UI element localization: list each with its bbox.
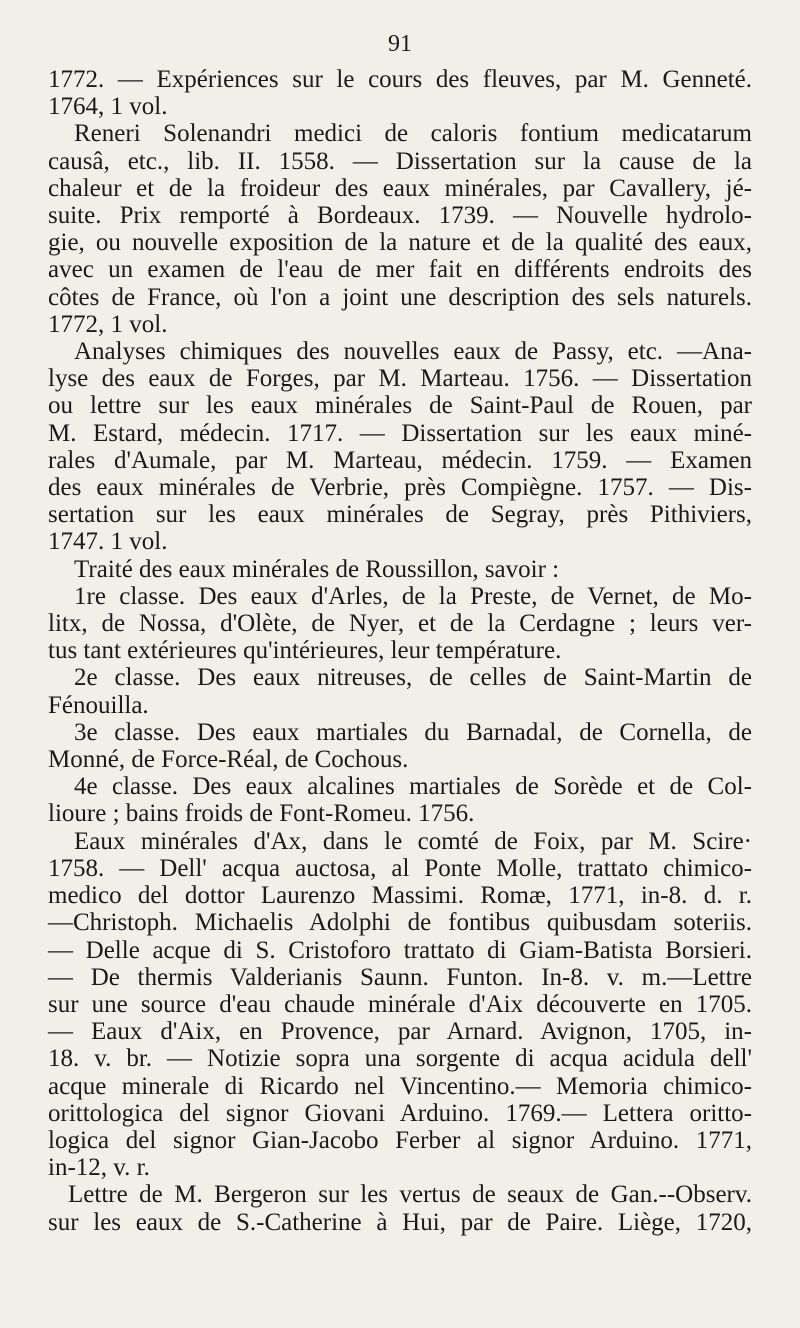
text-line: 3e classe. Des eaux martiales du Barnadal, de Cornella, de [74, 718, 752, 746]
page-number: 91 [388, 31, 412, 57]
text-line: causâ, etc., lib. II. 1558. — Dissertation sur la cause de la [48, 147, 752, 175]
text-line: sertation sur les eaux minérales de Segray, près Pithiviers, [48, 501, 752, 529]
text-line: — Eaux d'Aix, en Provence, par Arnard. Avignon, 1705, in- [48, 1018, 752, 1046]
text-line: Reneri Solenandri medici de caloris fontium medicatarum [74, 120, 752, 148]
text-line: medico del dottor Laurenzo Massimi. Romæ, 1771, in-8. d. r. [48, 882, 752, 910]
text-line: Fénouilla. [48, 691, 149, 719]
text-line: des eaux minérales de Verbrie, près Compiègne. 1757. — Dis- [48, 474, 752, 502]
text-line: 1764, 1 vol. [48, 93, 168, 121]
text-line: in-12, v. r. [48, 1154, 150, 1182]
text-line: — Delle acque di S. Cristoforo trattato di Giam-Batista Borsieri. [48, 936, 752, 964]
text-line: Eaux minérales d'Ax, dans le comté de Foix, par M. Scire· [74, 827, 752, 855]
text-line: 1747. 1 vol. [48, 528, 168, 556]
text-line: 4e classe. Des eaux alcalines martiales de Sorède et de Col- [74, 773, 752, 801]
text-line: —Christoph. Michaelis Adolphi de fontibus quibusdam soteriis. [48, 909, 752, 937]
text-line: 1758. — Dell' acqua auctosa, al Ponte Molle, trattato chimico- [48, 854, 752, 882]
text-line: côtes de France, où l'on a joint une description des sels naturels. [48, 283, 752, 311]
text-line: lyse des eaux de Forges, par M. Marteau. 1756. — Dissertation [48, 365, 752, 393]
text-line: 1772, 1 vol. [48, 310, 168, 338]
text-line: Lettre de M. Bergeron sur les vertus de seaux de Gan.--Observ. [68, 1181, 752, 1209]
body-text [48, 66, 752, 1236]
text-line: 18. v. br. — Notizie sopra una sorgente di acqua acidula dell' [48, 1045, 752, 1073]
text-line: 2e classe. Des eaux nitreuses, de celles de Saint-Martin de [74, 664, 752, 692]
text-line: avec un examen de l'eau de mer fait en différents endroits des [48, 256, 752, 284]
text-line: — De thermis Valderianis Saunn. Funton. In-8. v. m.—Lettre [48, 963, 752, 991]
text-line: orittologica del signor Giovani Arduino. 1769.— Lettera oritto- [48, 1099, 752, 1127]
text-line: lioure ; bains froids de Font-Romeu. 1756. [48, 800, 475, 828]
text-line: litx, de Nossa, d'Olète, de Nyer, et de la Cerdagne ; leurs ver- [48, 610, 752, 638]
text-line: Traité des eaux minérales de Roussillon, savoir : [74, 555, 560, 583]
text-line: sur les eaux de S.-Catherine à Hui, par de Paire. Liège, 1720, [48, 1208, 752, 1236]
text-line: logica del signor Gian-Jacobo Ferber al signor Arduino. 1771, [48, 1126, 752, 1154]
text-line: acque minerale di Ricardo nel Vincentino.— Memoria chimico- [48, 1072, 752, 1100]
text-line: 1re classe. Des eaux d'Arles, de la Preste, de Vernet, de Mo- [74, 582, 752, 610]
text-line: sur une source d'eau chaude minérale d'Aix découverte en 1705. [48, 990, 752, 1018]
text-line: 1772. — Expériences sur le cours des fleuves, par M. Genneté. [48, 66, 752, 93]
text-line: M. Estard, médecin. 1717. — Dissertation sur les eaux miné- [48, 419, 752, 447]
text-line: suite. Prix remporté à Bordeaux. 1739. — Nouvelle hydrolo- [48, 202, 752, 230]
text-line: Monné, de Force-Réal, de Cochous. [48, 746, 409, 774]
text-line: rales d'Aumale, par M. Marteau, médecin. 1759. — Examen [48, 446, 752, 474]
text-line: chaleur et de la froideur des eaux minérales, par Cavallery, jé- [48, 174, 752, 202]
text-line: gie, ou nouvelle exposition de la nature et de la qualité des eaux, [48, 229, 752, 257]
text-line: tus tant extérieures qu'intérieures, leur température. [48, 637, 562, 665]
text-line: ou lettre sur les eaux minérales de Saint-Paul de Rouen, par [48, 392, 752, 420]
text-line: Analyses chimiques des nouvelles eaux de Passy, etc. —Ana- [74, 338, 752, 366]
